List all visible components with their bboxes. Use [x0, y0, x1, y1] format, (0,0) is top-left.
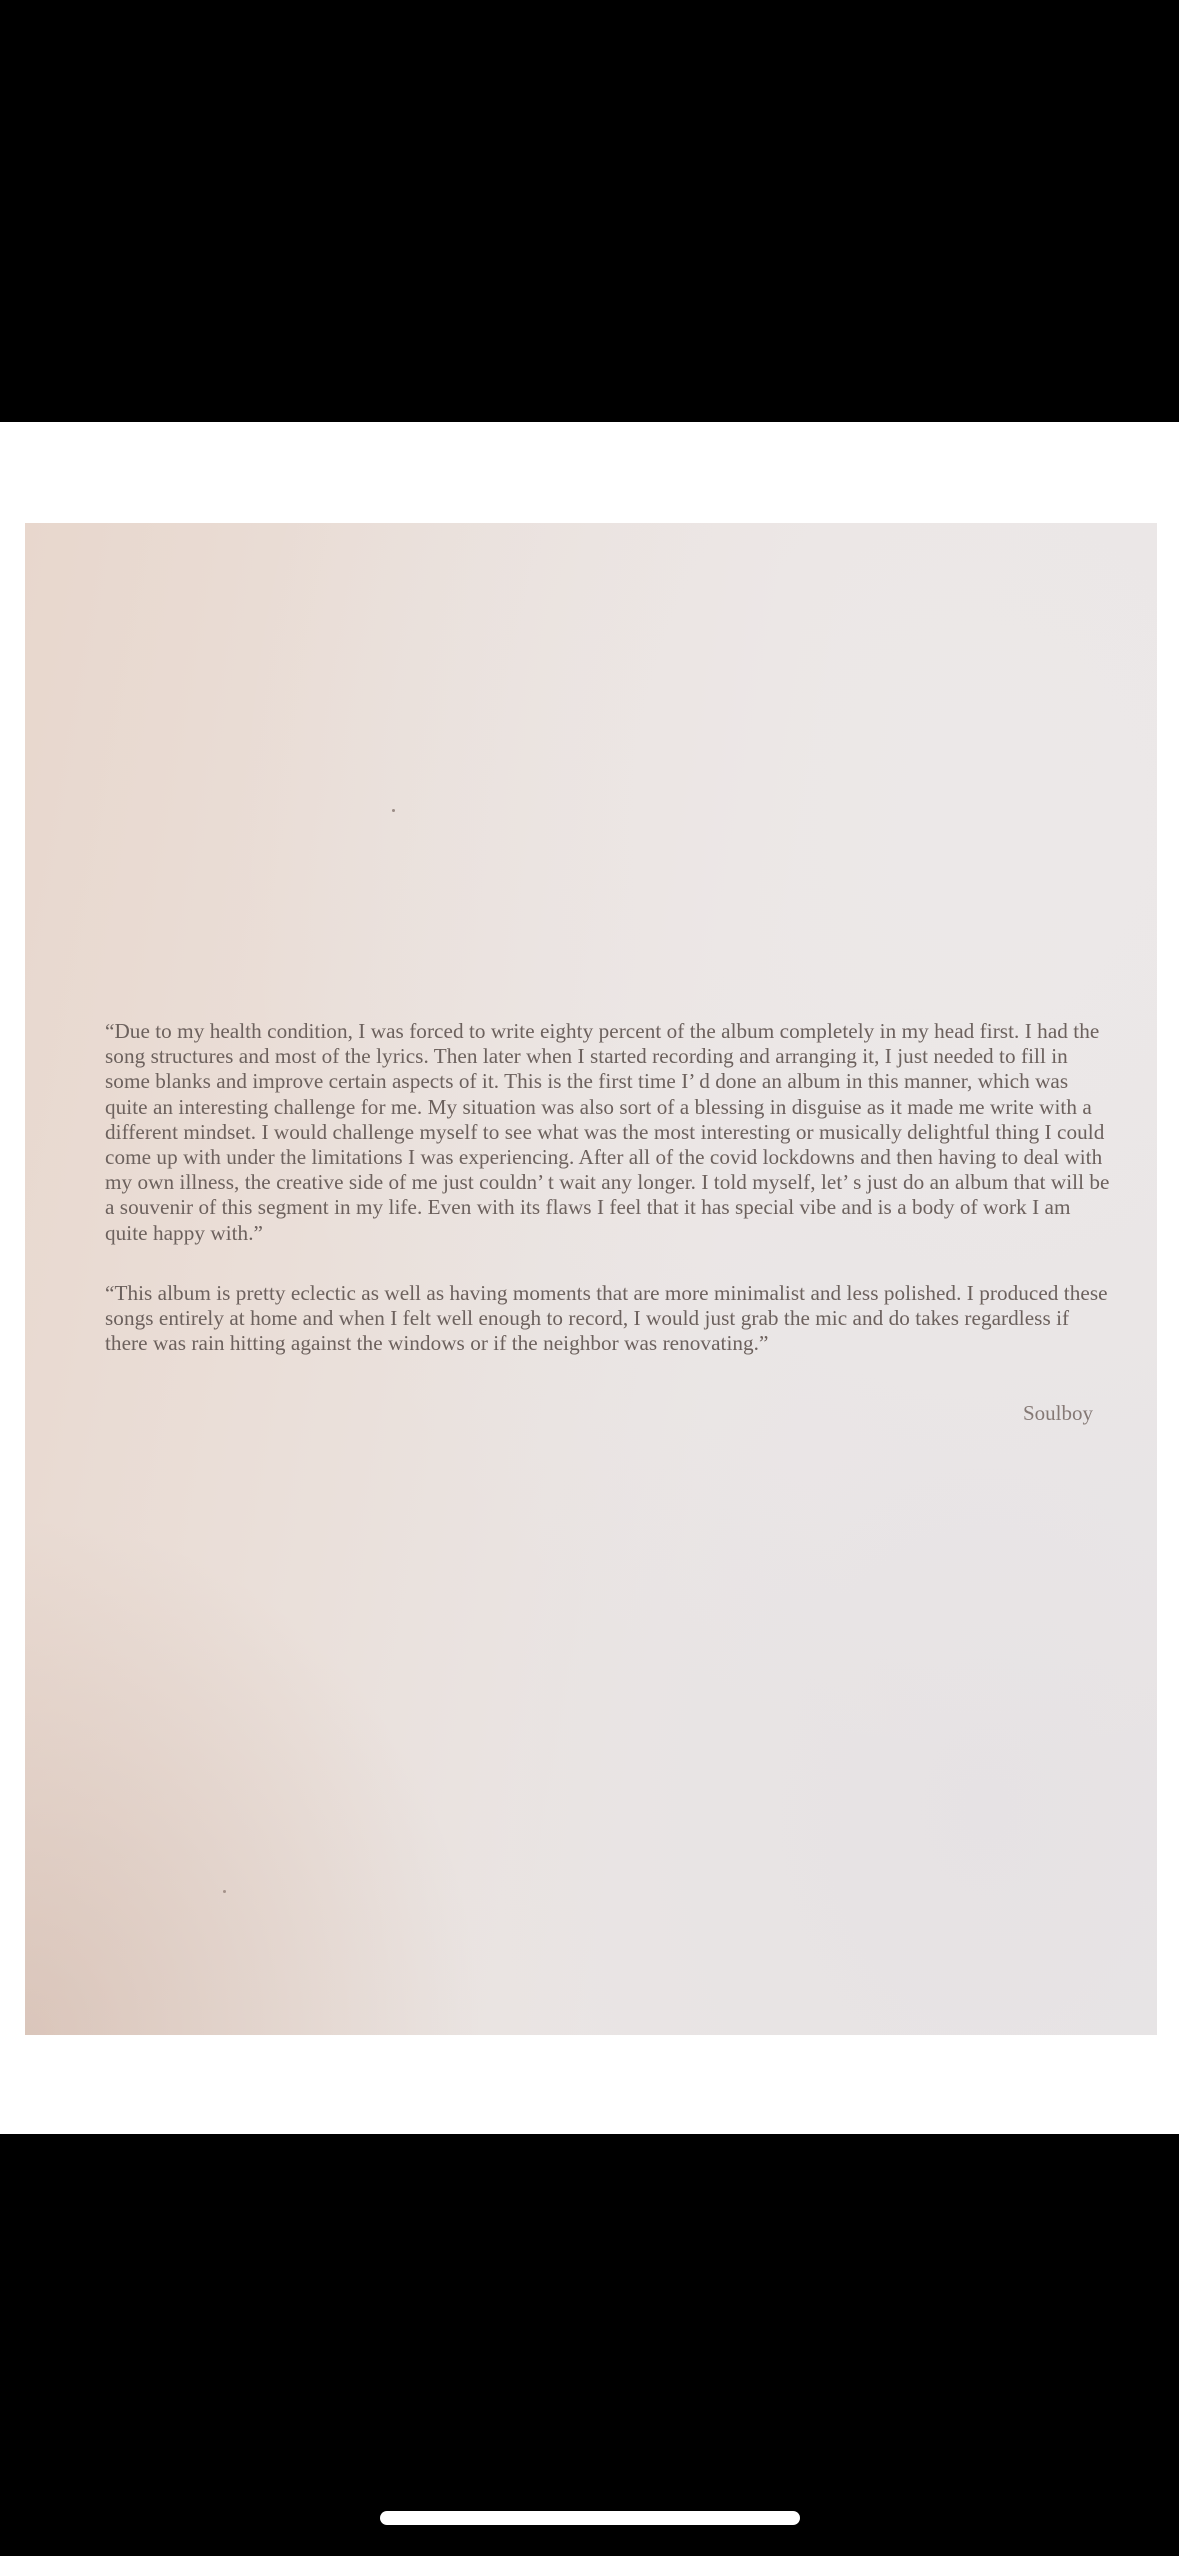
image-viewer[interactable]	[0, 422, 1179, 2134]
photo-of-printed-page[interactable]	[25, 523, 1157, 2035]
home-indicator[interactable]	[380, 2511, 800, 2525]
author-signature: Soulboy	[1022, 1401, 1093, 1425]
quote-paragraph-2: “This album is pretty eclectic as well as having moments that are more minimalist and less polished. I produced these songs entirely at home and when I felt well enough to record, I would just grab the mic and do takes regardless if there was rain hitting against the windows or if the neighbor was renovating.”	[105, 1281, 1108, 1356]
bottom-black-area	[0, 2134, 1179, 2556]
paper-speck	[223, 1890, 226, 1893]
top-black-area	[0, 0, 1179, 422]
paper-speck	[392, 809, 395, 812]
quote-paragraph-1: “Due to my health condition, I was forced to write eighty percent of the album completely in my head first. I had the song structures and most of the lyrics. Then later when I started recording and arranging it, I just needed to fill in some blanks and improve certain aspects of it. This is the first time I’ d done an album in this manner, which was quite an interesting challenge for me. My situation was also sort of a blessing in disguise as it made me write with a different mindset. I would challenge myself to see what was the most interesting or musically delightful thing I could come up with under the limitations I was experiencing. After all of the covid lockdowns and then having to deal with my own illness, the creative side of me just couldn’ t wait any longer. I told myself, let’ s just do an album that will be a souvenir of this segment in my life. Even with its flaws I feel that it has special vibe and is a body of work I am quite happy with.”	[105, 1019, 1110, 1245]
